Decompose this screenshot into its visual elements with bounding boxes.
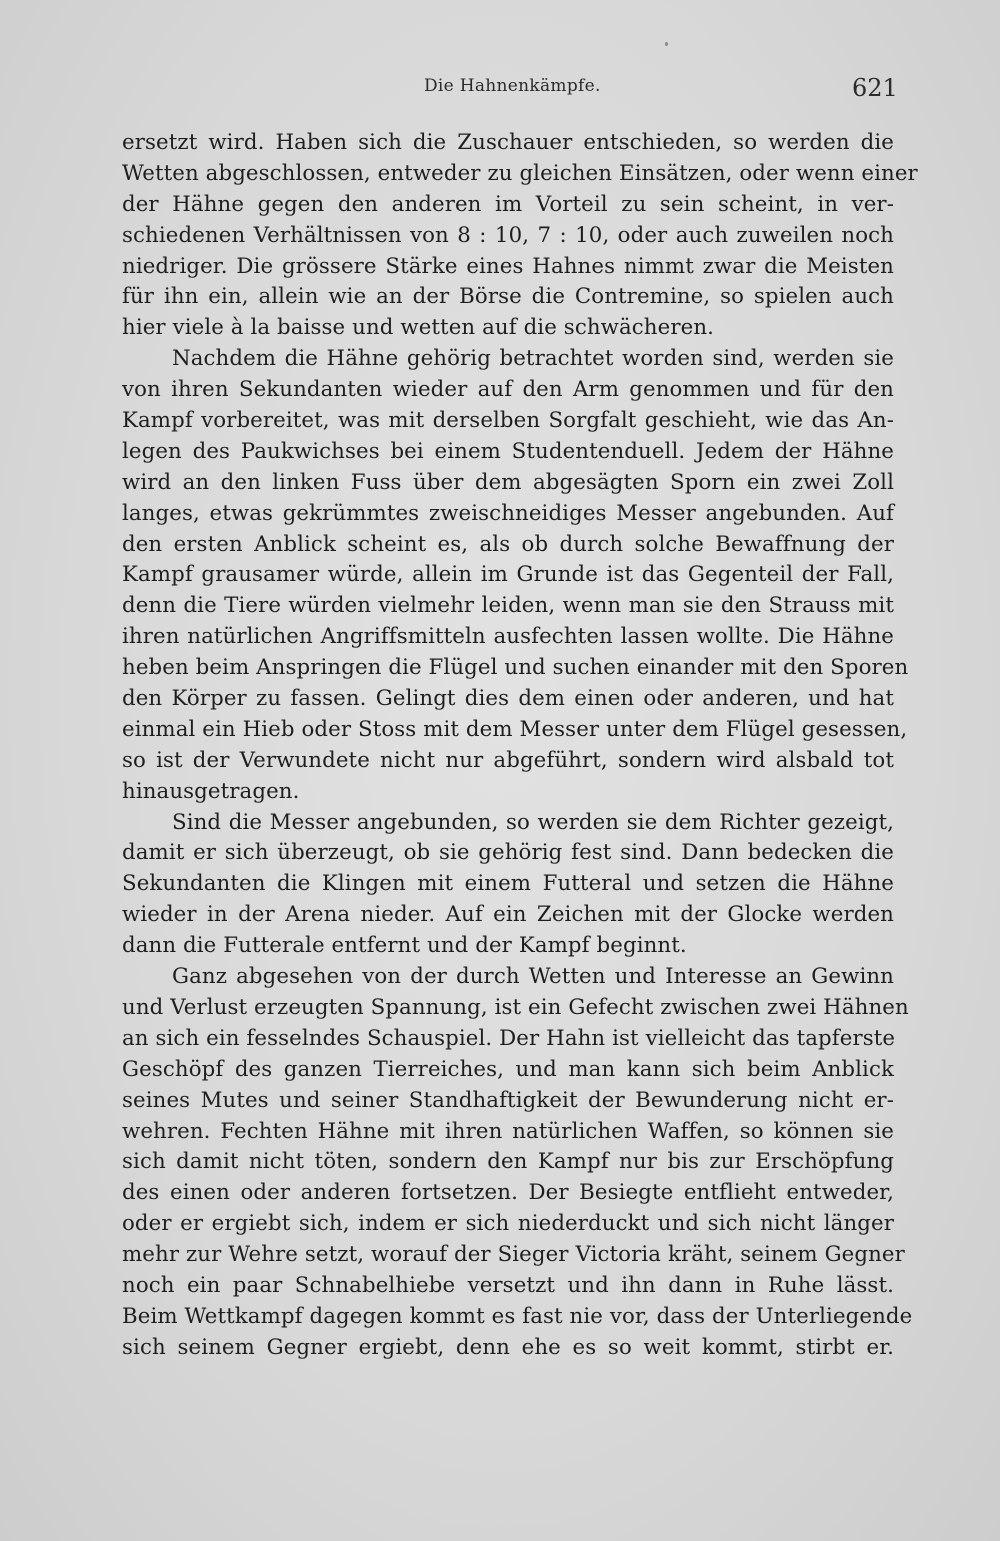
text-line: mehr zur Wehre setzt, worauf der Sieger Victoria kräht, seinem Gegner bbox=[122, 1242, 905, 1268]
text-line: sich seinem Gegner ergiebt, denn ehe es so weit kommt, stirbt er. bbox=[122, 1334, 894, 1360]
text-line: so ist der Verwundete nicht nur abgeführt, sondern wird alsbald tot bbox=[122, 747, 894, 773]
text-line: Ganz abgesehen von der durch Wetten und Interesse an Gewinn bbox=[172, 964, 894, 990]
text-line: langes, etwas gekrümmtes zweischneidiges Messer angebunden. Auf bbox=[122, 500, 894, 526]
text-line: einmal ein Hieb oder Stoss mit dem Messer unter dem Flügel gesessen, bbox=[122, 716, 908, 742]
text-line: wieder in der Arena nieder. Auf ein Zeichen mit der Glocke werden bbox=[122, 902, 894, 928]
text-line: Sind die Messer angebunden, so werden sie dem Richter gezeigt, bbox=[172, 809, 894, 835]
text-line: des einen oder anderen fortsetzen. Der Besiegte entflieht entweder, bbox=[122, 1180, 894, 1206]
text-line: legen des Paukwichses bei einem Studentenduell. Jedem der Hähne bbox=[122, 438, 894, 464]
running-head bbox=[0, 74, 1000, 104]
text-line: Nachdem die Hähne gehörig betrachtet worden sind, werden sie bbox=[172, 346, 894, 372]
text-line: und Verlust erzeugten Spannung, ist ein Gefecht zwischen zwei Hähnen bbox=[122, 994, 909, 1020]
text-line: Kampf grausamer würde, allein im Grunde ist das Gegenteil der Fall, bbox=[122, 562, 894, 588]
text-line: sich damit nicht töten, sondern den Kampf nur bis zur Erschöpfung bbox=[122, 1149, 894, 1175]
text-line: Beim Wettkampf dagegen kommt es fast nie vor, dass der Unterliegende bbox=[122, 1303, 913, 1329]
text-line: an sich ein fesselndes Schauspiel. Der Hahn ist vielleicht das tapferste bbox=[122, 1025, 896, 1051]
text-line: den Körper zu fassen. Gelingt dies dem einen oder anderen, und hat bbox=[122, 686, 894, 712]
text-line: damit er sich überzeugt, ob sie gehörig fest sind. Dann bedecken die bbox=[122, 840, 894, 866]
text-line: von ihren Sekundanten wieder auf den Arm genommen und für den bbox=[122, 377, 894, 403]
text-line: Wetten abgeschlossen, entweder zu gleichen Einsätzen, oder wenn einer bbox=[122, 160, 918, 186]
text-line: hier viele à la baisse und wetten auf die schwächeren. bbox=[122, 315, 714, 341]
text-line: Kampf vorbereitet, was mit derselben Sorgfalt geschieht, wie das An- bbox=[122, 408, 894, 434]
page-number: 621 bbox=[852, 74, 898, 102]
text-line: denn die Tiere würden vielmehr leiden, wenn man sie den Strauss mit bbox=[122, 593, 894, 619]
text-line: oder er ergiebt sich, indem er sich niederduckt und sich nicht länger bbox=[122, 1211, 894, 1237]
text-line: seines Mutes und seiner Standhaftigkeit der Bewunderung nicht er- bbox=[122, 1087, 894, 1113]
text-line: hinausgetragen. bbox=[122, 778, 300, 804]
text-line: wird an den linken Fuss über dem abgesägten Sporn ein zwei Zoll bbox=[122, 469, 894, 495]
text-line: Geschöpf des ganzen Tierreiches, und man kann sich beim Anblick bbox=[122, 1056, 894, 1082]
text-line: dann die Futterale entfernt und der Kampf beginnt. bbox=[122, 933, 687, 959]
text-line: wehren. Fechten Hähne mit ihren natürlichen Waffen, so können sie bbox=[122, 1118, 894, 1144]
running-title: Die Hahnenkämpfe. bbox=[424, 76, 601, 96]
text-line: für ihn ein, allein wie an der Börse die Contremine, so spielen auch bbox=[122, 284, 894, 310]
text-line: der Hähne gegen den anderen im Vorteil zu sein scheint, in ver- bbox=[122, 191, 894, 217]
paper-speck bbox=[665, 42, 668, 46]
text-line: niedriger. Die grössere Stärke eines Hahnes nimmt zwar die Meisten bbox=[122, 253, 894, 279]
text-line: Sekundanten die Klingen mit einem Futteral und setzen die Hähne bbox=[122, 871, 894, 897]
text-line: noch ein paar Schnabelhiebe versetzt und ihn dann in Ruhe lässt. bbox=[122, 1272, 894, 1298]
body-text bbox=[122, 128, 918, 1364]
text-line: heben beim Anspringen die Flügel und suchen einander mit den Sporen bbox=[122, 655, 909, 681]
text-line: schiedenen Verhältnissen von 8 : 10, 7 : 10, oder auch zuweilen noch bbox=[122, 222, 894, 248]
text-line: den ersten Anblick scheint es, als ob durch solche Bewaffnung der bbox=[122, 531, 894, 557]
text-line: ersetzt wird. Haben sich die Zuschauer entschieden, so werden die bbox=[122, 130, 894, 155]
text-line: ihren natürlichen Angriffsmitteln ausfechten lassen wollte. Die Hähne bbox=[122, 624, 894, 650]
